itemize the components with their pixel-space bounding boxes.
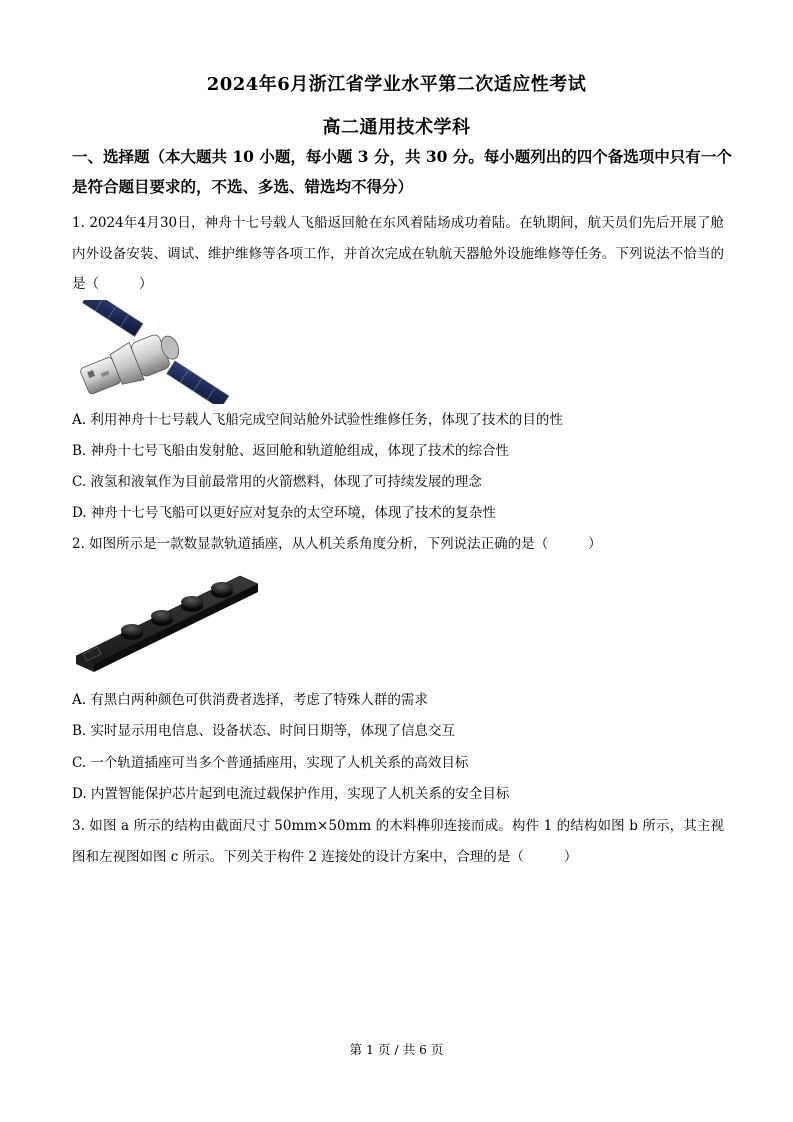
spacecraft-image — [74, 300, 236, 404]
question-1-stem: 1. 2024年4月30日，神舟十七号载人飞船返回舱在东风着陆场成功着陆。在轨期间，航天员们先后开展了舱内外设备安装、调试、维护维修等各项工作，并首次完成在轨航天器舱外设施维修等任务。下列说法不恰当的是（ ） — [72, 215, 724, 292]
socket-knob — [181, 596, 203, 612]
question-2-option-c: C. 一个轨道插座可当多个普通插座用，实现了人机关系的高效目标 — [72, 755, 469, 771]
page-subtitle: 高二通用技术学科 — [322, 117, 471, 138]
question-1-option-d: D. 神舟十七号飞船可以更好应对复杂的太空环境，体现了技术的复杂性 — [72, 505, 496, 521]
section-heading: 一、选择题（本大题共 10 小题，每小题 3 分，共 30 分。每小题列出的四个备选项中只有一个是符合题目要求的，不选、多选、错选均不得分） — [72, 147, 732, 196]
track-socket-image — [74, 572, 260, 678]
solar-panel-upper — [83, 300, 143, 336]
socket-knob — [121, 624, 143, 640]
socket-knob — [211, 582, 233, 598]
question-2-stem: 2. 如图所示是一款数显款轨道插座，从人机关系角度分析，下列说法正确的是（ ） — [72, 536, 602, 552]
question-3-stem: 3. 如图 a 所示的结构由截面尺寸 50mm×50mm 的木料榫卯连接而成。构件 1 的结构如图 b 所示，其主视图和左视图如图 c 所示。下列关于构件 2 连接处的设计方案中，合理的是（ ） — [72, 818, 724, 865]
socket-knob — [151, 610, 173, 626]
question-1-option-a: A. 利用神舟十七号载人飞船完成空间站舱外试验性维修任务，体现了技术的目的性 — [72, 412, 563, 428]
question-1-option-b: B. 神舟十七号飞船由发射舱、返回舱和轨道舱组成，体现了技术的综合性 — [72, 443, 510, 459]
page-number: 第 1 页 / 共 6 页 — [349, 1042, 444, 1057]
question-1-option-c: C. 液氢和液氧作为目前最常用的火箭燃料，体现了可持续发展的理念 — [72, 474, 482, 490]
solar-panel-lower — [167, 361, 229, 404]
page-title: 2024年6月浙江省学业水平第二次适应性考试 — [206, 74, 587, 95]
question-2-option-a: A. 有黑白两种颜色可供消费者选择，考虑了特殊人群的需求 — [72, 692, 428, 708]
question-2-option-b: B. 实时显示用电信息、设备状态、时间日期等，体现了信息交互 — [72, 723, 456, 739]
question-2-option-d: D. 内置智能保护芯片起到电流过载保护作用，实现了人机关系的安全目标 — [72, 786, 510, 802]
